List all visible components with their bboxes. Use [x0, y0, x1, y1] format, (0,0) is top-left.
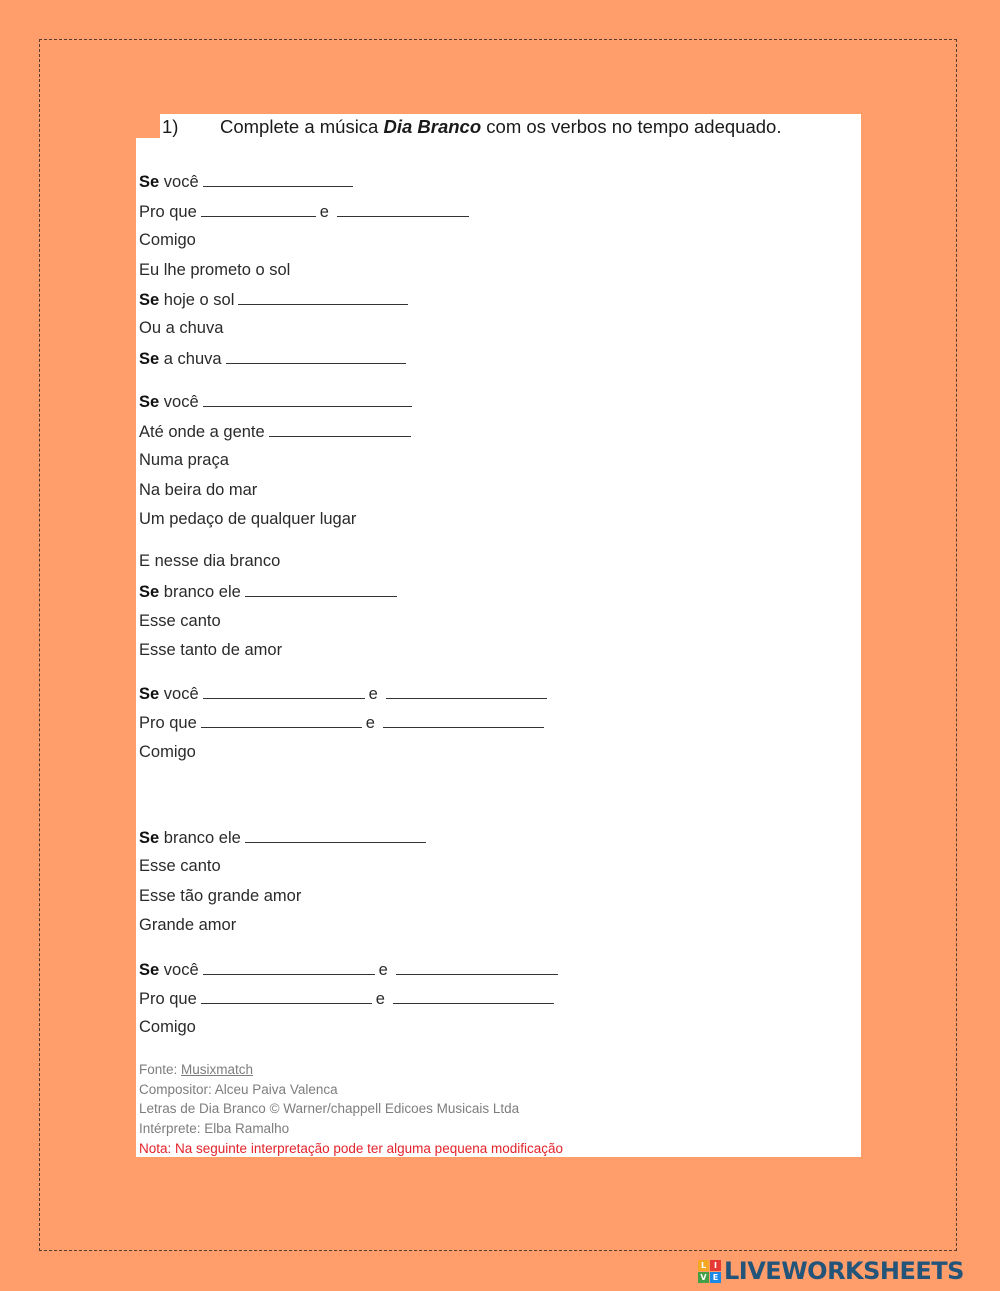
- lyric-text: Esse canto: [139, 612, 221, 630]
- lyric-text: a chuva: [159, 350, 222, 368]
- live-letter-v: V: [698, 1272, 709, 1283]
- answer-blank[interactable]: [393, 988, 554, 1004]
- lyric-text: Eu lhe prometo o sol: [139, 261, 291, 279]
- lyric-text: Grande amor: [139, 916, 237, 934]
- lyric-line: [139, 959, 558, 980]
- source-link[interactable]: Musixmatch: [181, 1062, 254, 1077]
- answer-blank[interactable]: [203, 391, 412, 407]
- answer-blank[interactable]: [269, 421, 411, 437]
- lyric-line: [139, 171, 353, 192]
- lyric-text: Esse canto: [139, 857, 221, 875]
- source-label: Fonte:: [139, 1062, 182, 1077]
- lyric-line: [139, 260, 290, 280]
- lyric-line: [139, 712, 544, 733]
- live-letter-e: E: [710, 1272, 721, 1283]
- instruction-text: Complete a música: [220, 116, 384, 137]
- lyric-connector: e: [378, 961, 388, 979]
- answer-blank[interactable]: [245, 581, 397, 597]
- lyric-connector: e: [368, 685, 378, 703]
- lyric-text: Comigo: [139, 1018, 196, 1036]
- lyric-text: Pro que: [139, 990, 197, 1008]
- song-title: Dia Branco: [383, 116, 482, 137]
- lyric-line: [139, 551, 280, 571]
- lyric-text: Pro que: [139, 714, 197, 732]
- answer-blank[interactable]: [238, 289, 408, 305]
- lyric-line: [139, 856, 221, 876]
- answer-blank[interactable]: [203, 171, 353, 187]
- lyric-lead-word: Se: [139, 173, 160, 191]
- lyric-text: você: [159, 961, 199, 979]
- rights-line: Letras de Dia Branco © Warner/chappell Edicoes Musicais Ltda: [139, 1101, 520, 1116]
- lyric-line: [139, 988, 554, 1009]
- lyric-line: [139, 509, 356, 529]
- lyric-text: Comigo: [139, 743, 196, 761]
- lyric-text: você: [159, 173, 199, 191]
- lyric-lead-word: Se: [139, 393, 160, 411]
- lyric-line: [139, 230, 196, 250]
- lyric-lead-word: Se: [139, 961, 160, 979]
- lyric-line: [139, 683, 547, 704]
- answer-blank[interactable]: [383, 712, 544, 728]
- lyric-line: [139, 289, 408, 310]
- lyric-connector: e: [365, 714, 375, 732]
- lyric-line: [139, 391, 412, 412]
- lyric-text: Pro que: [139, 203, 197, 221]
- answer-blank[interactable]: [337, 201, 469, 217]
- lyric-line: [139, 201, 469, 222]
- answer-blank[interactable]: [386, 683, 547, 699]
- lyric-line: [139, 450, 229, 470]
- lyric-line: [139, 421, 411, 442]
- lyric-line: [139, 348, 406, 369]
- lyric-text: Na beira do mar: [139, 481, 258, 499]
- lyric-text: Ou a chuva: [139, 319, 224, 337]
- lyric-text: Até onde a gente: [139, 423, 265, 441]
- lyric-line: [139, 318, 223, 338]
- lyric-connector: e: [375, 990, 385, 1008]
- lyric-text: você: [159, 685, 199, 703]
- lyric-line: [139, 827, 426, 848]
- lyric-lead-word: Se: [139, 583, 160, 601]
- live-letter-l: L: [698, 1260, 709, 1271]
- lyric-line: [139, 480, 257, 500]
- answer-blank[interactable]: [203, 959, 375, 975]
- lyric-line: [139, 886, 301, 906]
- exercise-number: 1): [162, 116, 179, 137]
- lyric-text: hoje o sol: [159, 291, 235, 309]
- lyric-text: E nesse dia branco: [139, 552, 281, 570]
- lyric-line: [139, 581, 397, 602]
- modification-note: Nota: Na seguinte interpretação pode ter alguma pequena modificação: [139, 1141, 564, 1156]
- lyric-text: branco ele: [159, 583, 241, 601]
- lyric-line: [139, 742, 196, 762]
- lyric-text: Comigo: [139, 231, 196, 249]
- answer-blank[interactable]: [201, 988, 372, 1004]
- lyric-lead-word: Se: [139, 829, 160, 847]
- lyric-text: você: [159, 393, 199, 411]
- composer-line: Compositor: Alceu Paiva Valenca: [139, 1082, 338, 1097]
- lyric-lead-word: Se: [139, 685, 160, 703]
- lyric-text: Um pedaço de qualquer lugar: [139, 510, 357, 528]
- answer-blank[interactable]: [396, 959, 558, 975]
- exercise-heading: [162, 116, 781, 138]
- instruction-text-end: com os verbos no tempo adequado.: [481, 116, 782, 137]
- answer-blank[interactable]: [245, 827, 426, 843]
- lyric-text: branco ele: [159, 829, 241, 847]
- lyric-line: [139, 611, 221, 631]
- liveworksheets-logo[interactable]: [698, 1257, 964, 1285]
- lyric-lead-word: Se: [139, 291, 160, 309]
- lyric-text: Esse tanto de amor: [139, 641, 283, 659]
- live-letter-i: I: [710, 1260, 721, 1271]
- lyric-text: Esse tão grande amor: [139, 887, 302, 905]
- answer-blank[interactable]: [203, 683, 365, 699]
- lyric-line: [139, 640, 282, 660]
- performer-line: Intérprete: Elba Ramalho: [139, 1121, 290, 1136]
- source-line: [139, 1062, 253, 1078]
- answer-blank[interactable]: [201, 201, 316, 217]
- brand-name: LIVEWORKSHEETS: [724, 1257, 964, 1285]
- lyric-line: [139, 1017, 196, 1037]
- answer-blank[interactable]: [226, 348, 406, 364]
- lyric-text: Numa praça: [139, 451, 229, 469]
- paper-notch: [136, 114, 160, 138]
- live-icon: [698, 1260, 721, 1283]
- answer-blank[interactable]: [201, 712, 362, 728]
- lyric-connector: e: [319, 203, 329, 221]
- lyric-line: [139, 915, 236, 935]
- lyric-lead-word: Se: [139, 350, 160, 368]
